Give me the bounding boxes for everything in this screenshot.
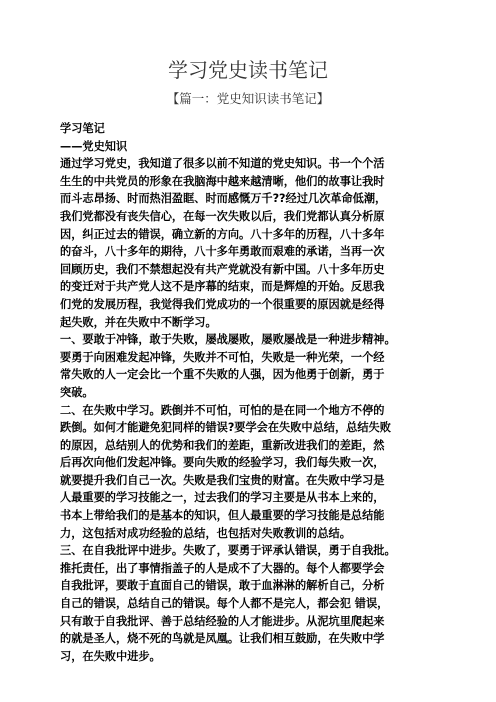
body-text-line: 一、要敢于冲锋，敢于失败，屡战屡败，屡败屡战是一种进步精神。 [60, 333, 396, 347]
body-text-line: 们党的发展历程，我觉得我们党成功的一个很重要的原因就是经得 [60, 297, 385, 311]
body-text-line: 三、在自我批评中进步。失败了，要勇于评承认错误，勇于自我批。 [60, 544, 396, 558]
body-text-line: 的变迁对于共产党人这不是序幕的结束，而是辉煌的开始。反思我 [60, 280, 385, 294]
body-text-line: 推托责任，出了事情指盖子的人是成不了大器的。每个人都要学会 [60, 561, 385, 575]
body-text-line: 只有敢于自我批评、善于总结经验的人才能进步。从泥坑里爬起来 [60, 614, 385, 628]
body-text-line: 的奋斗，八十多年的期待，八十多年勇敢而艰难的承诺，当再一次 [60, 245, 385, 259]
body-text-line: 跌倒。如何才能避免犯同样的错误?要学会在失败中总结，总结失败 [60, 421, 391, 435]
document-body [60, 120, 450, 665]
body-text-line: 生生的中共党员的形象在我脑海中越来越清晰，他们的故事让我时 [60, 174, 385, 188]
body-text-line: 书本上带给我们的是基本的知识，但人最重要的学习技能是总结能 [60, 509, 385, 523]
body-text-line: 的原因，总结别人的优势和我们的差距，重新改进我们的差距，然 [60, 438, 385, 452]
document-subtitle: 【篇一：党史知识读书笔记】 [166, 91, 330, 106]
body-text-line: 常失败的人一定会比一个重不失败的人强，因为他勇于创新，勇于 [60, 368, 385, 382]
body-text-line: 的就是圣人，烧不死的鸟就是凤凰。让我们相互鼓励，在失败中学 [60, 632, 385, 646]
body-text-line: 而斗志昂扬、时而热泪盈眶、时而感慨万千??经过几次革命低潮， [60, 192, 387, 206]
body-text-line: 通过学习党史，我知道了很多以前不知道的党史知识。书一个个活 [60, 157, 385, 171]
body-text-line: 就要提升我们自己一次。失败是我们宝贵的财富。在失败中学习是 [60, 473, 385, 487]
body-text-line: 力，这包括对成功经验的总结，也包括对失败教训的总结。 [60, 526, 351, 540]
document-title: 学习党史读书笔记 [168, 58, 328, 82]
section-subheading: ——党史知识 [60, 139, 128, 153]
body-text-line: 习，在失败中进步。 [60, 649, 161, 663]
body-text-line: 我们党都没有丧失信心，在每一次失败以后，我们党都认真分析原 [60, 209, 385, 223]
body-text-line: 自己的错误，总结自己的错误。每个人都不是完人，都会犯 错误， [60, 597, 389, 611]
body-text-line: 自我批评，要敢于直面自己的错误，敢于血淋淋的解析自己，分析 [60, 579, 385, 593]
section-heading: 学习笔记 [60, 122, 105, 135]
body-text-line: 起失败，并在失败中不断学习。 [60, 315, 217, 329]
body-text-line: 因，纠正过去的错误，确立新的方向。八十多年的历程，八十多年 [60, 227, 385, 241]
body-text-line: 要勇于向困难发起冲锋，失败并不可怕，失败是一种光荣，一个经 [60, 350, 385, 364]
body-text-line: 回顾历史，我们不禁想起没有共产党就没有新中国。八十多年历史 [60, 262, 385, 276]
body-text-line: 后再次向他们发起冲锋。要向失败的经验学习，我们每失败一次， [60, 456, 385, 470]
body-text-line: 突破。 [60, 385, 94, 399]
body-text-line: 二、在失败中学习。跌倒并不可怕，可怕的是在同一个地方不停的 [60, 403, 385, 417]
body-text-line: 人最重要的学习技能之一，过去我们的学习主要是从书本上来的， [60, 491, 385, 505]
